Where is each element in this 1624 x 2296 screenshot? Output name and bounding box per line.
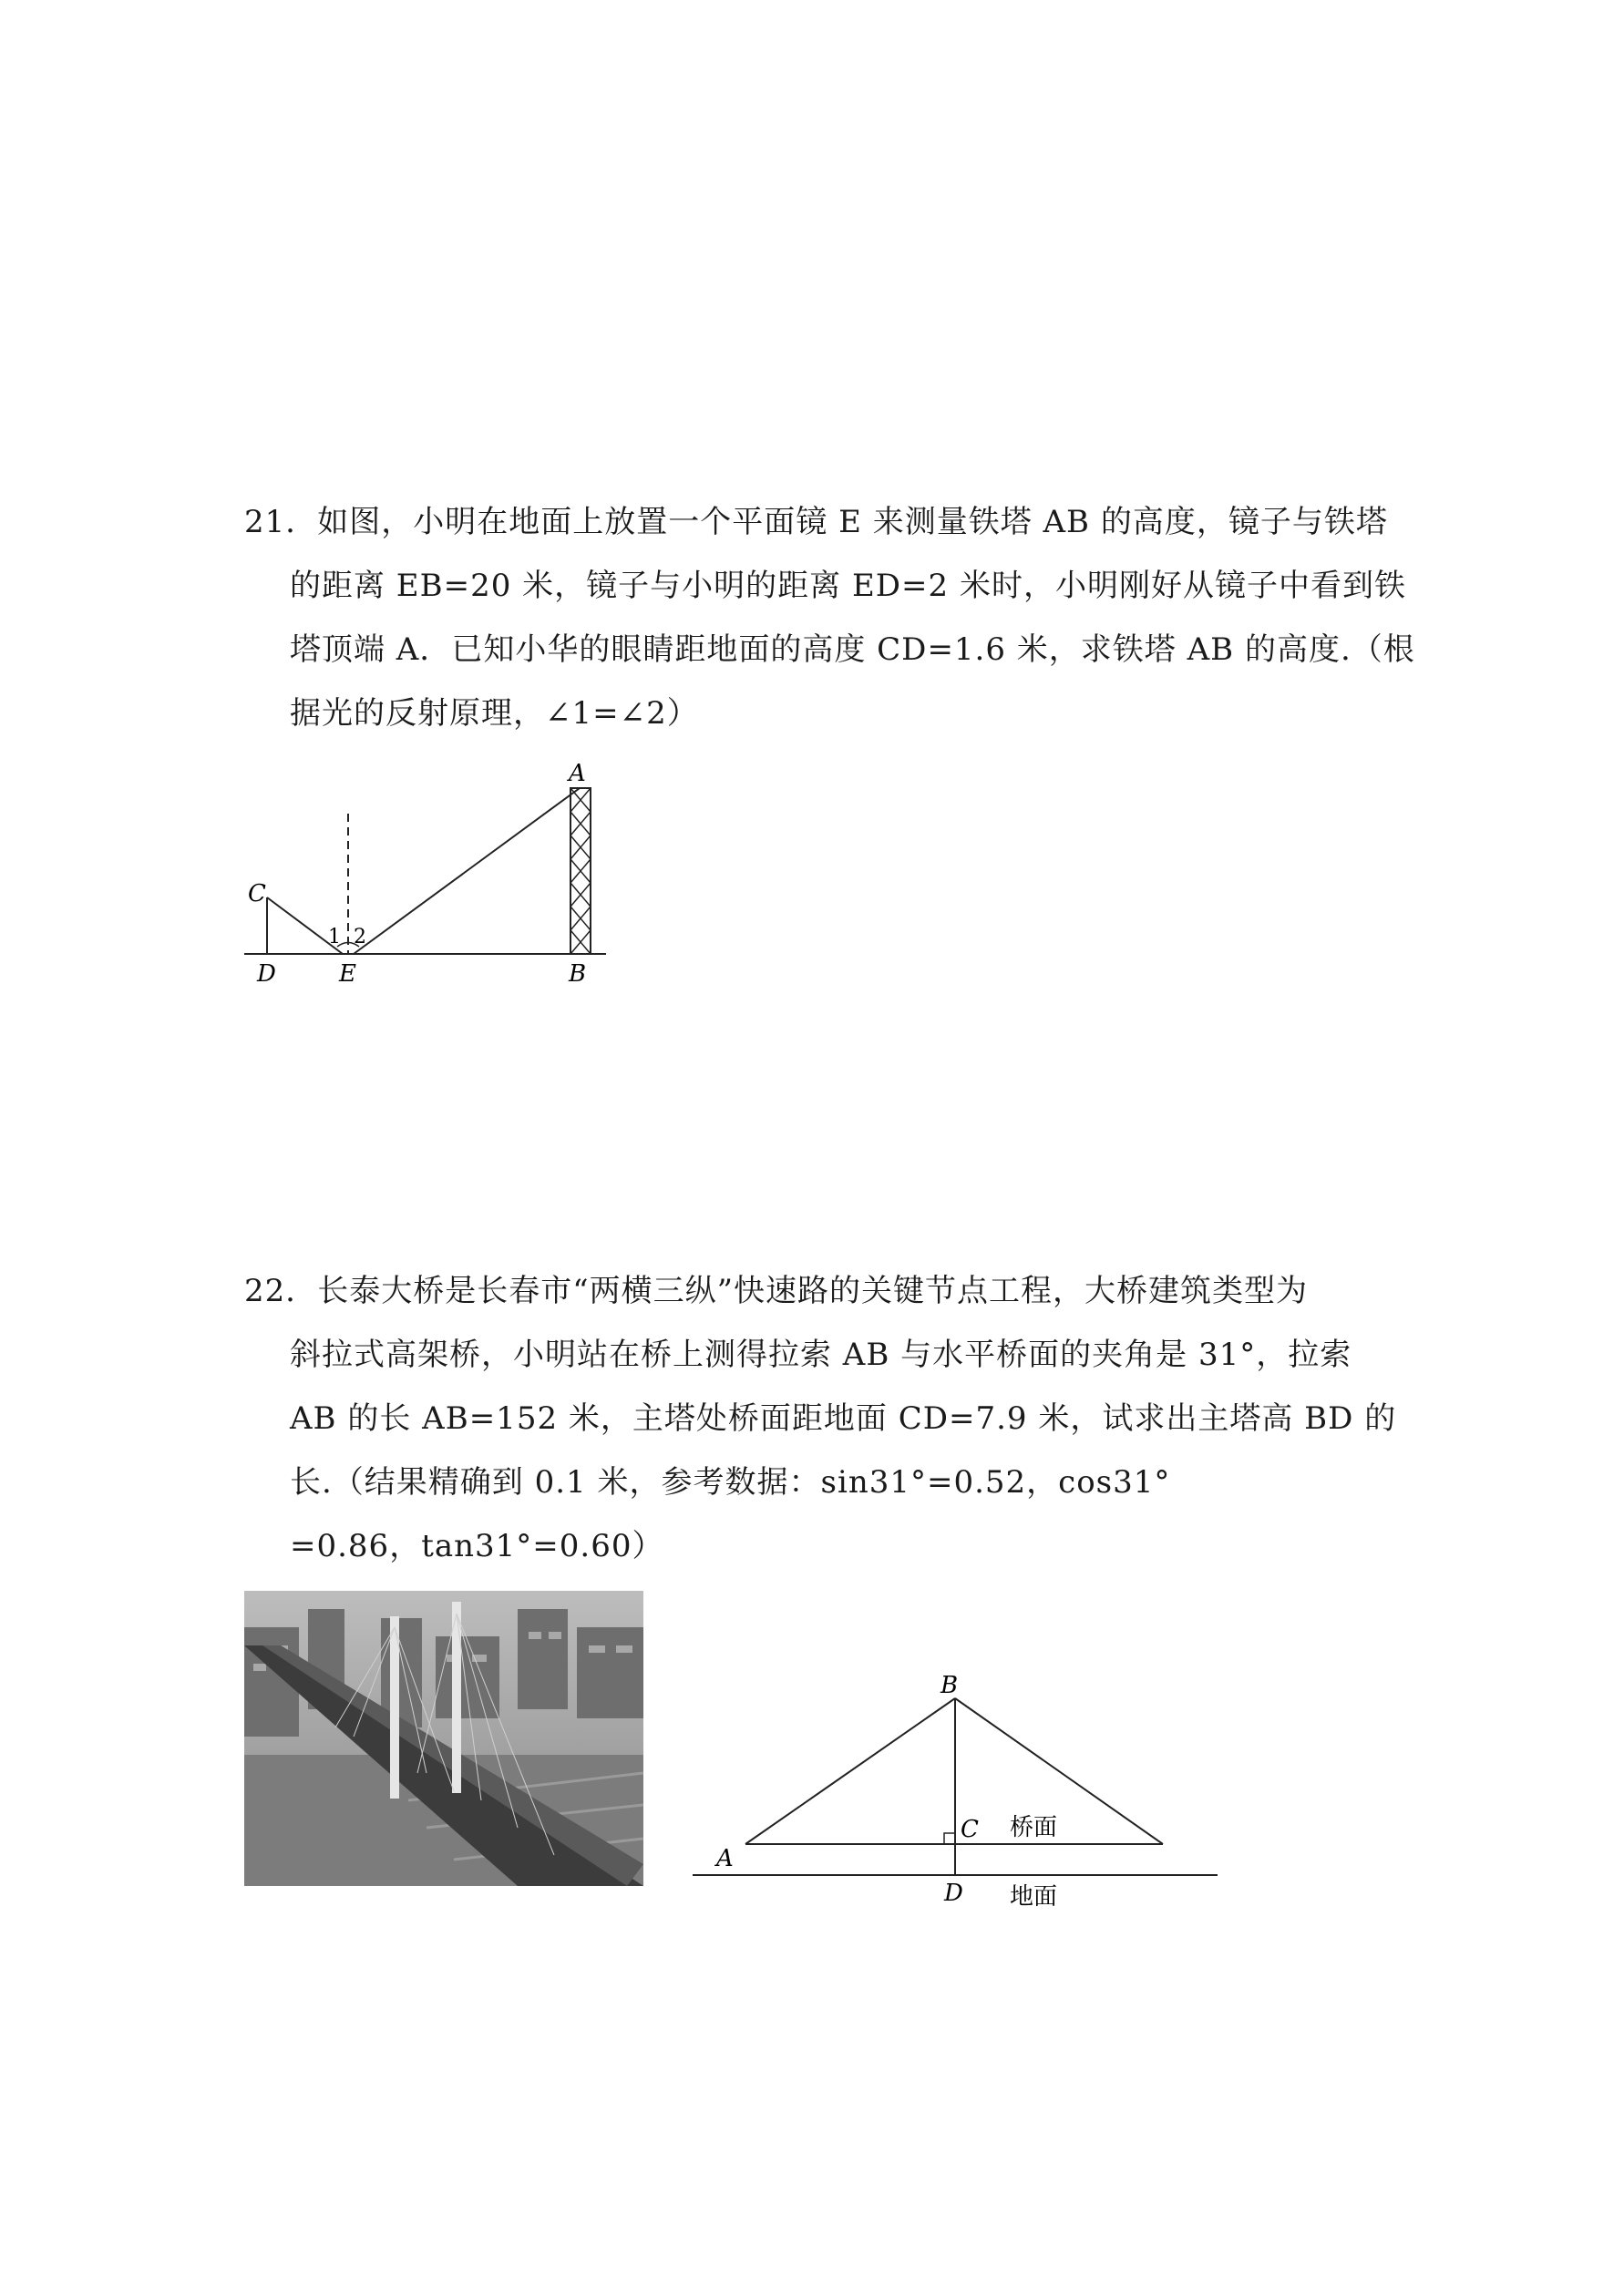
label-E: E — [339, 960, 356, 988]
label-D: D — [944, 1880, 963, 1907]
problem-21-line-3: 塔顶端 A．已知小华的眼睛距地面的高度 CD=1.6 米，求铁塔 AB 的高度.（根 — [290, 631, 1415, 668]
ray-EA — [354, 788, 580, 954]
problem-22-line-5: =0.86，tan31°=0.60） — [290, 1528, 664, 1564]
label-C: C — [248, 880, 266, 907]
problem-21-line-4: 据光的反射原理，∠1=∠2） — [290, 695, 699, 732]
label-A: A — [569, 760, 586, 787]
label-B: B — [940, 1672, 959, 1699]
segment-AB — [745, 1698, 955, 1844]
bridge-photo — [244, 1591, 643, 1886]
problem-22-line-2: 斜拉式高架桥，小明站在桥上测得拉索 AB 与水平桥面的夹角是 31°，拉索 — [290, 1337, 1352, 1373]
segment-B-right — [955, 1698, 1163, 1844]
label-bridge-deck: 桥面 — [1010, 1814, 1058, 1841]
problem-22 — [244, 1273, 1397, 1576]
label-angle-1: 1 — [328, 926, 341, 948]
problem-21-line-1: 21．如图，小明在地面上放置一个平面镜 E 来测量铁塔 AB 的高度，镜子与铁塔 — [244, 504, 1388, 540]
problem-21-line-2: 的距离 EB=20 米，镜子与小明的距离 ED=2 米时，小明刚好从镜子中看到铁 — [290, 568, 1406, 604]
label-angle-2: 2 — [354, 926, 366, 948]
tower-AB — [570, 788, 591, 954]
label-ground: 地面 — [1010, 1883, 1058, 1911]
label-D: D — [257, 960, 276, 988]
label-B: B — [569, 960, 587, 988]
tower-mirror-diagram — [237, 752, 620, 998]
cable-stayed-bridge-diagram — [689, 1667, 1227, 1913]
label-C: C — [961, 1816, 979, 1843]
problem-22-line-1: 22．长泰大桥是长春市“两横三纵”快速路的关键节点工程，大桥建筑类型为 — [244, 1273, 1309, 1309]
problem-22-line-4: 长.（结果精确到 0.1 米，参考数据：sin31°=0.52，cos31° — [290, 1464, 1171, 1501]
label-A: A — [716, 1845, 734, 1872]
problem-22-line-3: AB 的长 AB=152 米，主塔处桥面距地面 CD=7.9 米，试求出主塔高 BD 的 — [290, 1400, 1397, 1437]
right-angle-mark — [944, 1833, 955, 1844]
problem-21 — [244, 504, 1415, 743]
